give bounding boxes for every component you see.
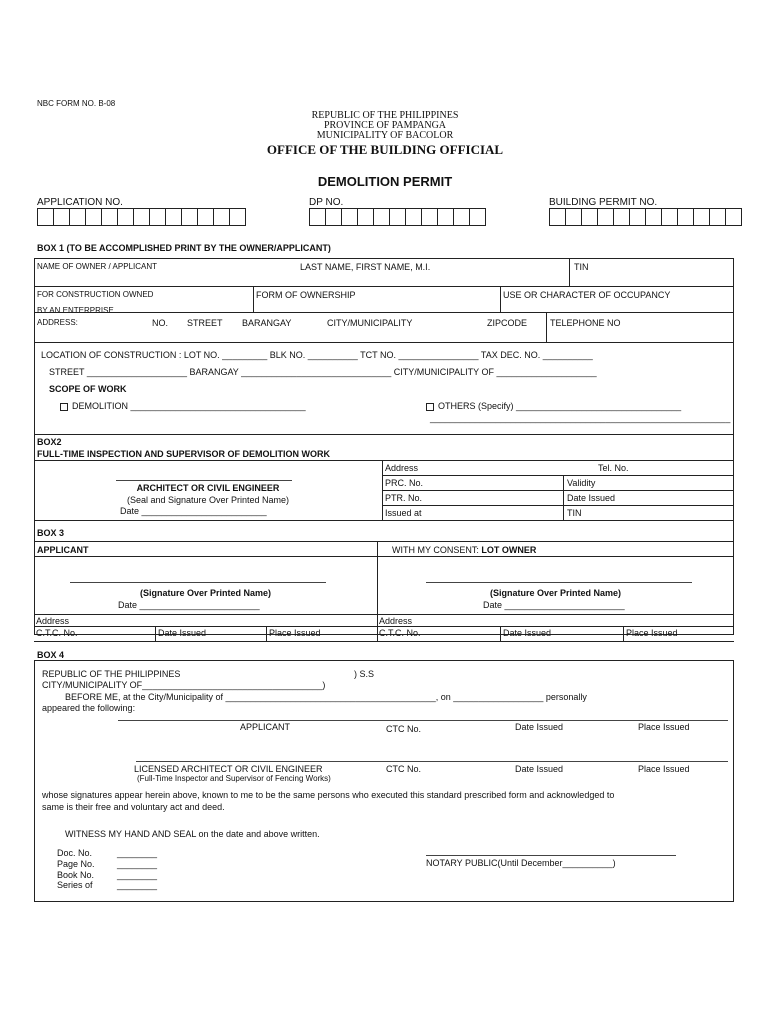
applicant-date: Date ________________________ [118, 600, 260, 610]
seal-label: (Seal and Signature Over Printed Name) [126, 495, 290, 505]
box2-date-label: Date _________________________ [120, 506, 267, 516]
no-label: NO. [152, 318, 169, 328]
notary-signature-line[interactable] [426, 855, 676, 856]
applicant-date-issued: Date Issued [158, 628, 207, 638]
box4-appeared: appeared the following: [42, 703, 136, 713]
form-ownership-label: FORM OF OWNERSHIP [256, 290, 356, 300]
application-no-field[interactable] [38, 208, 246, 226]
series-blank[interactable]: ________ [117, 880, 158, 890]
building-permit-no-field[interactable] [550, 208, 742, 226]
series-label: Series of [57, 880, 93, 890]
header-office: OFFICE OF THE BUILDING OFFICIAL [266, 142, 504, 157]
location-line2: STREET ____________________ BARANGAY ______________________________ CITY/MUNICIPALITY OF ____________________ [49, 367, 597, 377]
applicant-ctc-label: C.T.C. No. [36, 628, 78, 638]
box4-date-issued-2: Date Issued [515, 764, 564, 774]
box4-place-issued-2: Place Issued [638, 764, 690, 774]
box2-label: BOX2 [37, 437, 62, 447]
others-line2: ____________________________________________________________ [430, 413, 731, 423]
scope-label: SCOPE OF WORK [49, 384, 127, 394]
box4-whose1: whose signatures appear herein above, known to me to be the same persons who executed this standard prescribed form and acknowledged to [42, 790, 615, 800]
demolition-option[interactable] [60, 401, 306, 411]
barangay-label: BARANGAY [242, 318, 292, 328]
applicant-place-issued: Place Issued [269, 628, 321, 638]
box1-title: BOX 1 (TO BE ACCOMPLISHED PRINT BY THE OWNER/APPLICANT) [37, 243, 331, 253]
applicant-sig-name: (Signature Over Printed Name) [139, 588, 272, 598]
owner-signature-line[interactable] [426, 582, 692, 583]
owner-place-issued: Place Issued [626, 628, 678, 638]
box4-fulltime: (Full-Time Inspector and Supervisor of Fencing Works) [137, 774, 331, 783]
others-option[interactable] [426, 401, 681, 411]
zipcode-label: ZIPCODE [487, 318, 528, 328]
box2-tin-label: TIN [567, 508, 582, 518]
book-no-blank[interactable]: ________ [117, 870, 158, 880]
box4-place-issued-1: Place Issued [638, 722, 690, 732]
by-enterprise-label: BY AN ENTERPRISE [37, 306, 114, 315]
page-no-label: Page No. [57, 859, 95, 869]
city-label: CITY/MUNICIPALITY [327, 318, 413, 328]
box2-address-label: Address [385, 463, 419, 473]
doc-no-blank[interactable]: ________ [117, 848, 158, 858]
doc-no-label: Doc. No. [57, 848, 93, 858]
last-first-label: LAST NAME, FIRST NAME, M.I. [300, 262, 431, 272]
consent-label: WITH MY CONSENT: LOT OWNER [392, 545, 537, 555]
book-no-label: Book No. [57, 870, 95, 880]
validity-label: Validity [567, 478, 596, 488]
header-province: PROVINCE OF PAMPANGA [323, 120, 447, 131]
box4-republic: REPUBLIC OF THE PHILIPPINES [42, 669, 181, 679]
applicant-signature-line[interactable] [70, 582, 326, 583]
box4-ss: ) S.S [354, 669, 375, 679]
application-no-label: APPLICATION NO. [37, 197, 123, 208]
construction-owned-label: FOR CONSTRUCTION OWNED [37, 290, 154, 299]
form-number: NBC FORM NO. B-08 [37, 99, 116, 108]
box4-before: BEFORE ME, at the City/Municipality of __________________________________________, on __________________ personally [65, 692, 587, 702]
box4-licensed: LICENSED ARCHITECT OR CIVIL ENGINEER [134, 764, 323, 774]
box4-applicant: APPLICANT [240, 722, 291, 732]
dp-no-field[interactable] [310, 208, 486, 226]
owner-ctc-label: C.T.C. No. [379, 628, 421, 638]
architect-signature-line[interactable] [116, 480, 292, 481]
dp-no-label: DP NO. [309, 197, 344, 208]
box2-tel-label: Tel. No. [598, 463, 629, 473]
owner-date-issued: Date Issued [503, 628, 552, 638]
box4-city: CITY/MUNICIPALITY OF____________________________________) [42, 680, 326, 690]
issued-at-label: Issued at [385, 508, 422, 518]
box4-label: BOX 4 [37, 650, 65, 660]
telephone-label: TELEPHONE NO [550, 318, 621, 328]
engineer-ack-line[interactable] [136, 761, 728, 762]
use-character-label: USE OR CHARACTER OF OCCUPANCY [503, 290, 671, 300]
box3-label: BOX 3 [37, 528, 65, 538]
architect-label: ARCHITECT OR CIVIL ENGINEER [136, 483, 280, 493]
demolition-label: DEMOLITION ___________________________________ [72, 401, 306, 411]
applicant-ack-line[interactable] [118, 720, 728, 721]
owner-address-label: Address [379, 616, 413, 626]
ptr-label: PTR. No. [385, 493, 423, 503]
prc-label: PRC. No. [385, 478, 424, 488]
tin-label: TIN [574, 262, 589, 272]
others-label: OTHERS (Specify) _________________________________ [438, 401, 682, 411]
box2-date-issued-label: Date Issued [567, 493, 616, 503]
applicant-label: APPLICANT [37, 545, 89, 555]
header-republic: REPUBLIC OF THE PHILIPPINES [311, 110, 459, 121]
box4-whose2: same is their free and voluntary act and deed. [42, 802, 225, 812]
street-label: STREET [187, 318, 223, 328]
location-line1: LOCATION OF CONSTRUCTION : LOT NO. _________ BLK NO. __________ TCT NO. ________________ TAX DEC. NO. __________ [41, 350, 593, 360]
box2-title: FULL-TIME INSPECTION AND SUPERVISOR OF DEMOLITION WORK [37, 449, 331, 459]
building-permit-no-label: BUILDING PERMIT NO. [549, 197, 658, 208]
notary-label: NOTARY PUBLIC(Until December__________) [426, 858, 616, 868]
box4-ctc-1: CTC No. [386, 724, 422, 734]
applicant-address-label: Address [36, 616, 70, 626]
box4-witness: WITNESS MY HAND AND SEAL on the date and above written. [65, 829, 320, 839]
owner-sig-name: (Signature Over Printed Name) [489, 588, 622, 598]
owner-date: Date ________________________ [483, 600, 625, 610]
header-municipality: MUNICIPALITY OF BACOLOR [316, 130, 454, 141]
address-label: ADDRESS: [37, 318, 78, 327]
box4-date-issued-1: Date Issued [515, 722, 564, 732]
checkbox-icon [60, 403, 68, 411]
page-no-blank[interactable]: ________ [117, 859, 158, 869]
name-owner-label: NAME OF OWNER / APPLICANT [37, 262, 158, 271]
checkbox-icon [426, 403, 434, 411]
box1-frame [34, 258, 734, 635]
page-title: DEMOLITION PERMIT [317, 174, 453, 189]
box4-ctc-2: CTC No. [386, 764, 422, 774]
